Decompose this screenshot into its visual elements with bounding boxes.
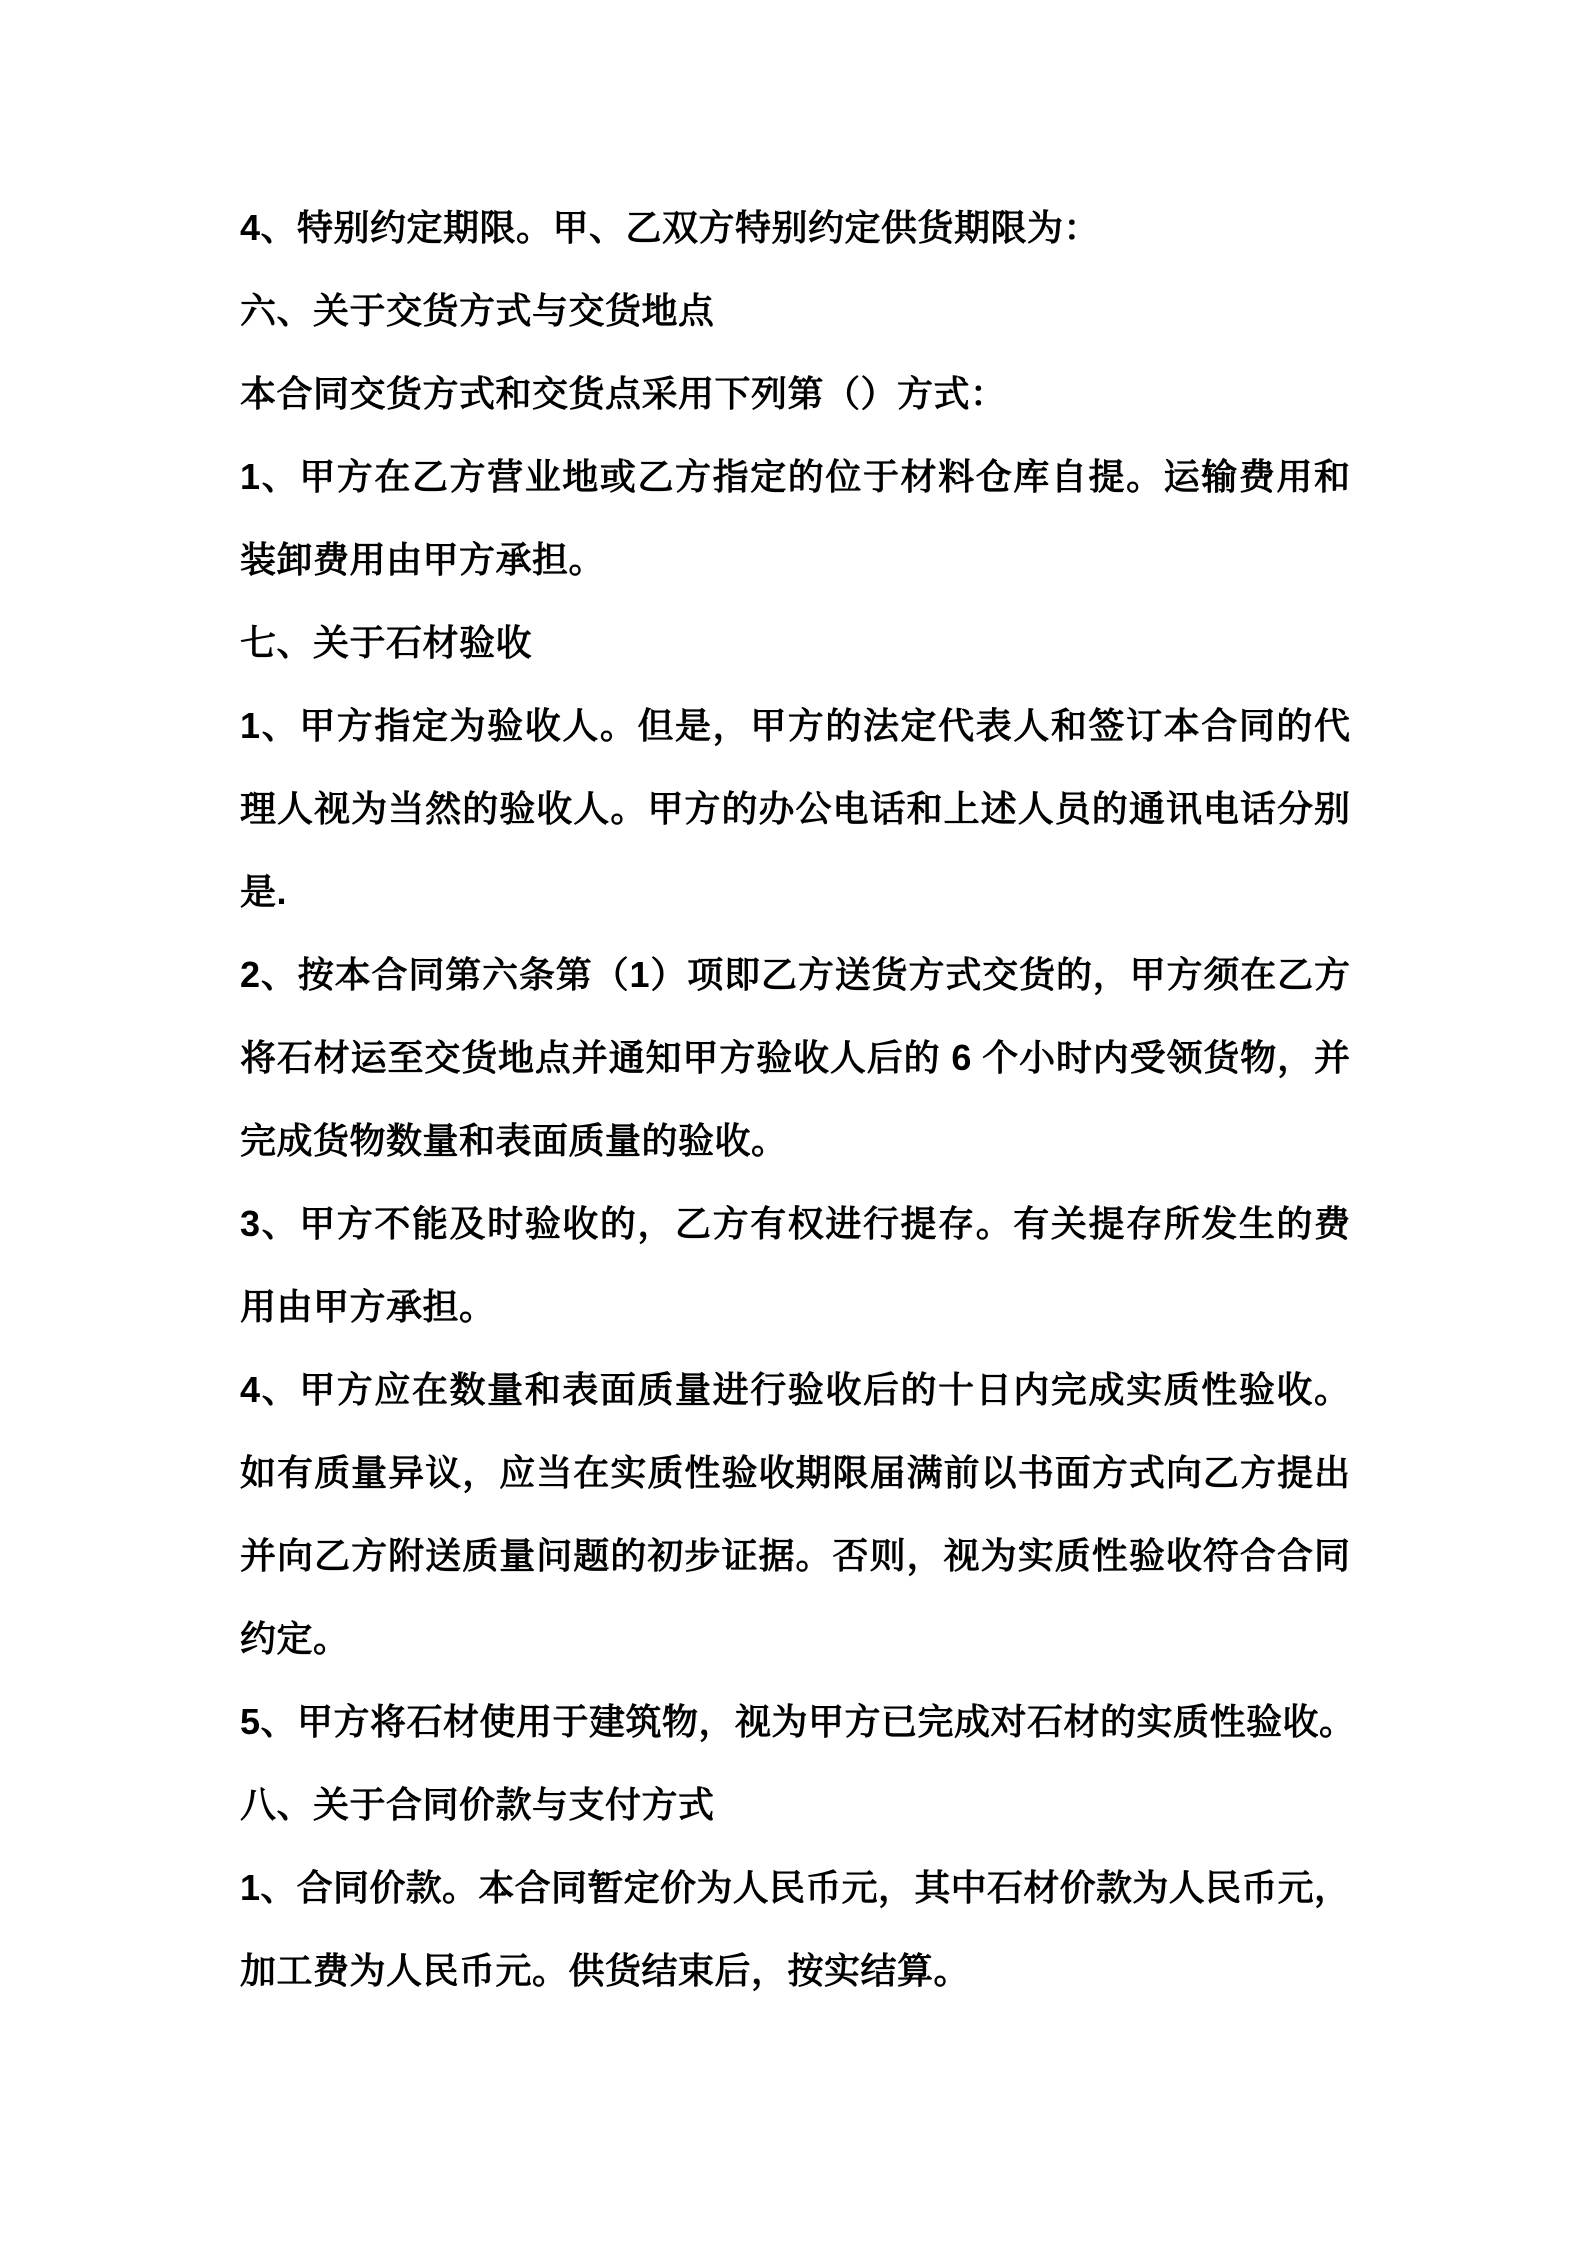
text-line-item-2-delivery: 2、按本合同第六条第（1）项即乙方送货方式交货的，甲方须在乙方: [240, 954, 1350, 995]
contract-text-block: [240, 186, 1356, 2012]
text-line-section-6-heading: 六、关于交货方式与交货地点: [240, 290, 715, 331]
text-line-item-1-selfpickup: 1、甲方在乙方营业地或乙方指定的位于材料仓库自提。运输费用和: [240, 456, 1350, 497]
text-line-item-4-inspection-2: 如有质量异议，应当在实质性验收期限届满前以书面方式向乙方提出: [240, 1452, 1350, 1493]
text-line-item-5-usage: 5、甲方将石材使用于建筑物，视为甲方已完成对石材的实质性验收。: [240, 1701, 1356, 1742]
text-line-item-2-delivery-3: 完成货物数量和表面质量的验收。: [240, 1120, 788, 1161]
text-line-item-4-inspection-4: 约定。: [240, 1618, 350, 1659]
text-line-item-1-inspector: 1、甲方指定为验收人。但是，甲方的法定代表人和签订本合同的代: [240, 705, 1350, 746]
text-line-section-7-heading: 七、关于石材验收: [240, 622, 533, 663]
text-line-special-term: 4、特别约定期限。甲、乙双方特别约定供货期限为：: [240, 207, 1101, 248]
text-line-delivery-method: 本合同交货方式和交货点采用下列第（）方式：: [240, 373, 1007, 414]
text-line-item-3-deposit: 3、甲方不能及时验收的，乙方有权进行提存。有关提存所发生的费: [240, 1203, 1350, 1244]
text-line-section-8-heading: 八、关于合同价款与支付方式: [240, 1784, 715, 1825]
text-line-item-1-price-2: 加工费为人民币元。供货结束后，按实结算。: [240, 1950, 971, 1991]
text-line-item-2-delivery-2: 将石材运至交货地点并通知甲方验收人后的 6 个小时内受领货物，并: [240, 1037, 1350, 1078]
text-line-item-1-price: 1、合同价款。本合同暂定价为人民币元，其中石材价款为人民币元，: [240, 1867, 1350, 1908]
text-line-item-1-selfpickup-2: 装卸费用由甲方承担。: [240, 539, 606, 580]
text-line-item-4-inspection: 4、甲方应在数量和表面质量进行验收后的十日内完成实质性验收。: [240, 1369, 1350, 1410]
text-line-item-3-deposit-2: 用由甲方承担。: [240, 1286, 496, 1327]
text-line-item-4-inspection-3: 并向乙方附送质量问题的初步证据。否则，视为实质性验收符合合同: [240, 1535, 1350, 1576]
text-line-item-1-inspector-2: 理人视为当然的验收人。甲方的办公电话和上述人员的通讯电话分别: [240, 788, 1350, 829]
text-line-item-1-inspector-3: 是.: [240, 871, 288, 912]
